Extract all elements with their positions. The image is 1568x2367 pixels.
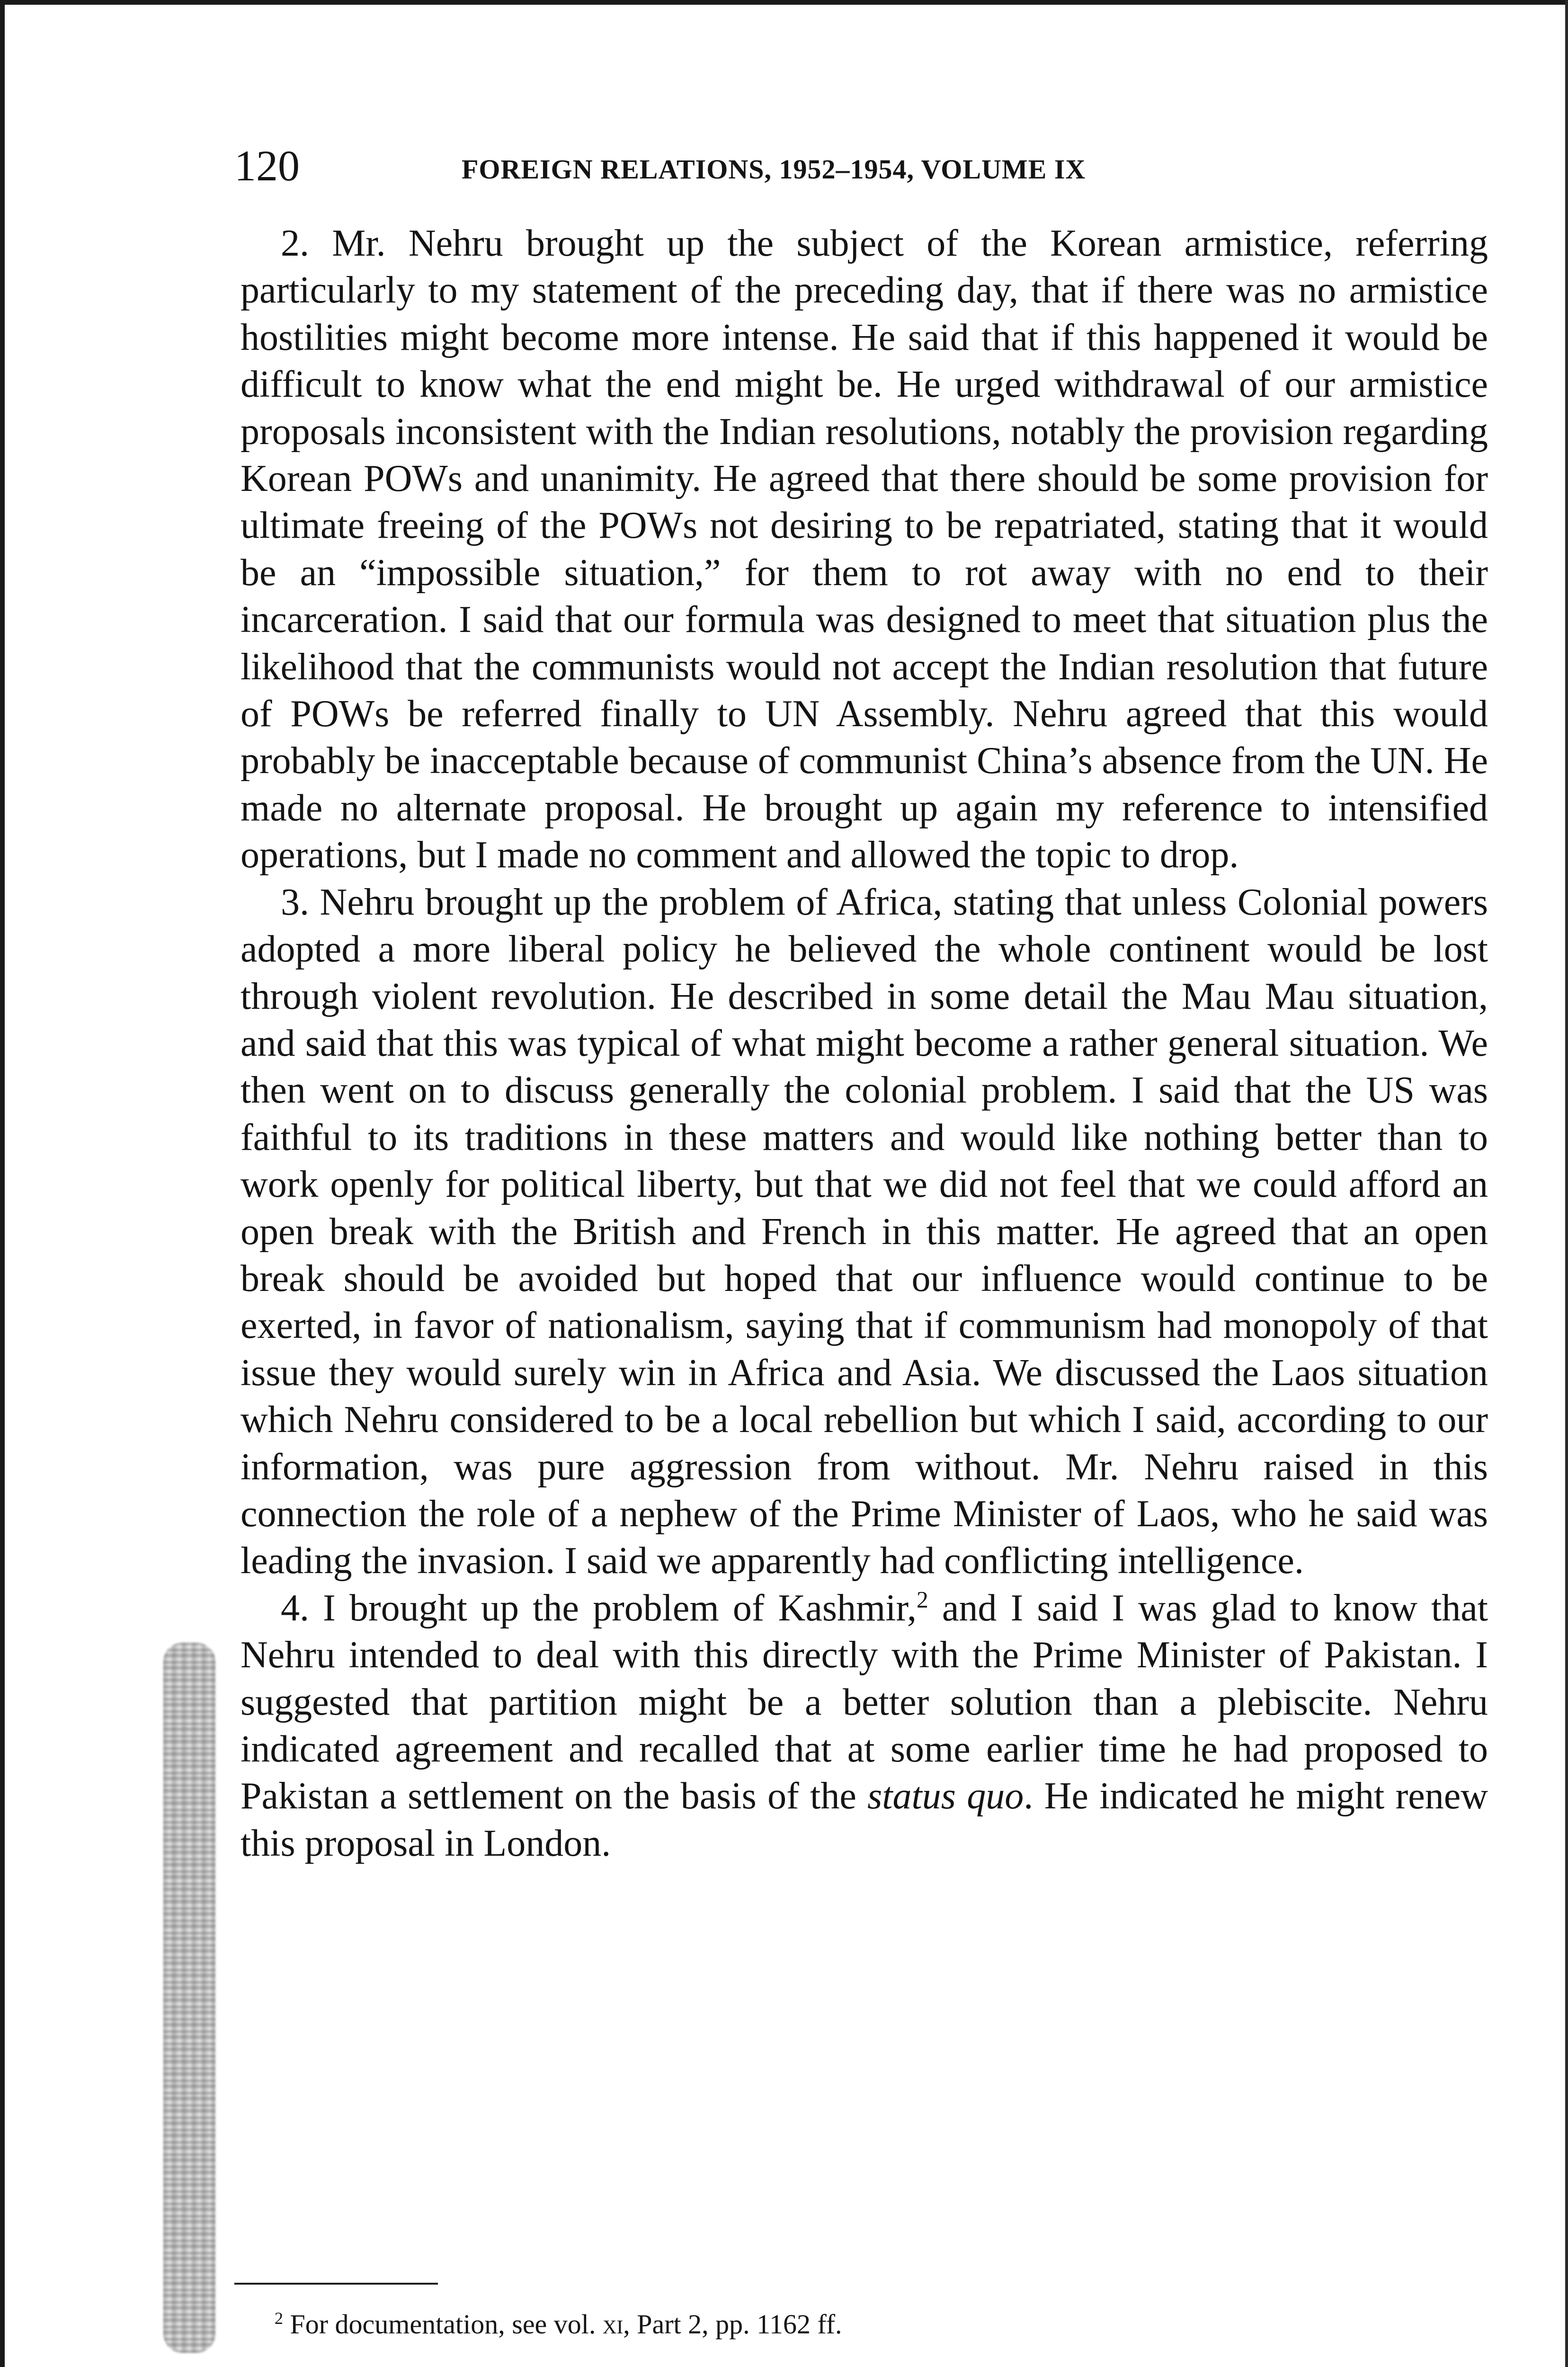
footnote-volume: xi bbox=[602, 2309, 624, 2340]
kashmir-text-start: 4. I brought up the problem of Kashmir, bbox=[281, 1587, 917, 1629]
binding-shadow bbox=[163, 1643, 215, 2353]
footnote-divider bbox=[234, 2283, 438, 2285]
footnote-text-start: For documentation, see vol. bbox=[283, 2309, 603, 2340]
kashmir-text-end: . He indicated he might renew this proposal in London. bbox=[241, 1775, 1488, 1864]
paragraph-africa-colonial: 3. Nehru brought up the problem of Africa, stating that unless Colonial powers adopted a more liberal policy he believed the whole continent would be lost through violent revolution. He described in some detail the Mau Mau situation, and said that this was typical of what might become a rather general situation. We then went on to discuss generally the colonial problem. I said that the US was faithful to its traditions in these matters and would like nothing better than to work openly for political liberty, but that we did not feel that we could afford an open break with the British and French in this matter. He agreed that an open break should be avoided but hoped that our influence would continue to be exerted, in favor of nationalism, saying that if communism had monopoly of that issue they would surely win in Africa and Asia. We discussed the Laos situation which Nehru considered to be a local rebellion but which I said, according to our information, was pure aggression from without. Mr. Nehru raised in this connection the role of a nephew of the Prime Minister of Laos, who he said was leading the invasion. I said we apparently had conflicting intelligence. bbox=[241, 881, 1488, 1582]
scan-edge-right bbox=[1565, 0, 1568, 2367]
scan-edge-left bbox=[0, 0, 5, 2367]
footnote bbox=[275, 2305, 1458, 2343]
footnote-marker: 2 bbox=[275, 2309, 283, 2328]
paragraph-korean-armistice: 2. Mr. Nehru brought up the subject of the Korean armistice, referring particularly to my statement of the preceding day, that if there was no armistice hostilities might become more intense. He said that if this happened it would be difficult to know what the end might be. He urged withdrawal of our armistice proposals inconsistent with the Indian resolutions, notably the provision regarding Korean POWs and unanimity. He agreed that there should be some provision for ultimate freeing of the POWs not desiring to be repatriated, stating that it would be an “impossible situation,” for them to rot away with no end to their incarceration. I said that our formula was designed to meet that situation plus the likelihood that the communists would not accept the Indian resolution that future of POWs be referred finally to UN Assembly. Nehru agreed that this would probably be inacceptable because of communist China’s absence from the UN. He made no alternate proposal. He brought up again my reference to intensified operations, but I made no comment and allowed the topic to drop. bbox=[241, 222, 1488, 876]
footnote-text-end: , Part 2, pp. 1162 ff. bbox=[623, 2309, 842, 2340]
kashmir-text-middle: and I said I was glad to know that Nehru intended to deal with this directly with the Prime Minister of Pakistan. I suggested that partition might be a better solution than a plebiscite. Nehru indicated agreement and recalled that at some earlier time he had proposed to Pakistan a settlement on the basis of the bbox=[241, 1587, 1488, 1817]
paragraph-kashmir bbox=[241, 1585, 1488, 1867]
page-number: 120 bbox=[234, 142, 300, 190]
running-title: FOREIGN RELATIONS, 1952–1954, VOLUME IX bbox=[462, 154, 1086, 185]
italic-status-quo: status quo bbox=[867, 1775, 1024, 1817]
body-text bbox=[241, 220, 1488, 1867]
page-header bbox=[234, 137, 1494, 204]
scan-edge-top bbox=[0, 0, 1568, 5]
footnote-reference[interactable]: 2 bbox=[916, 1586, 928, 1613]
